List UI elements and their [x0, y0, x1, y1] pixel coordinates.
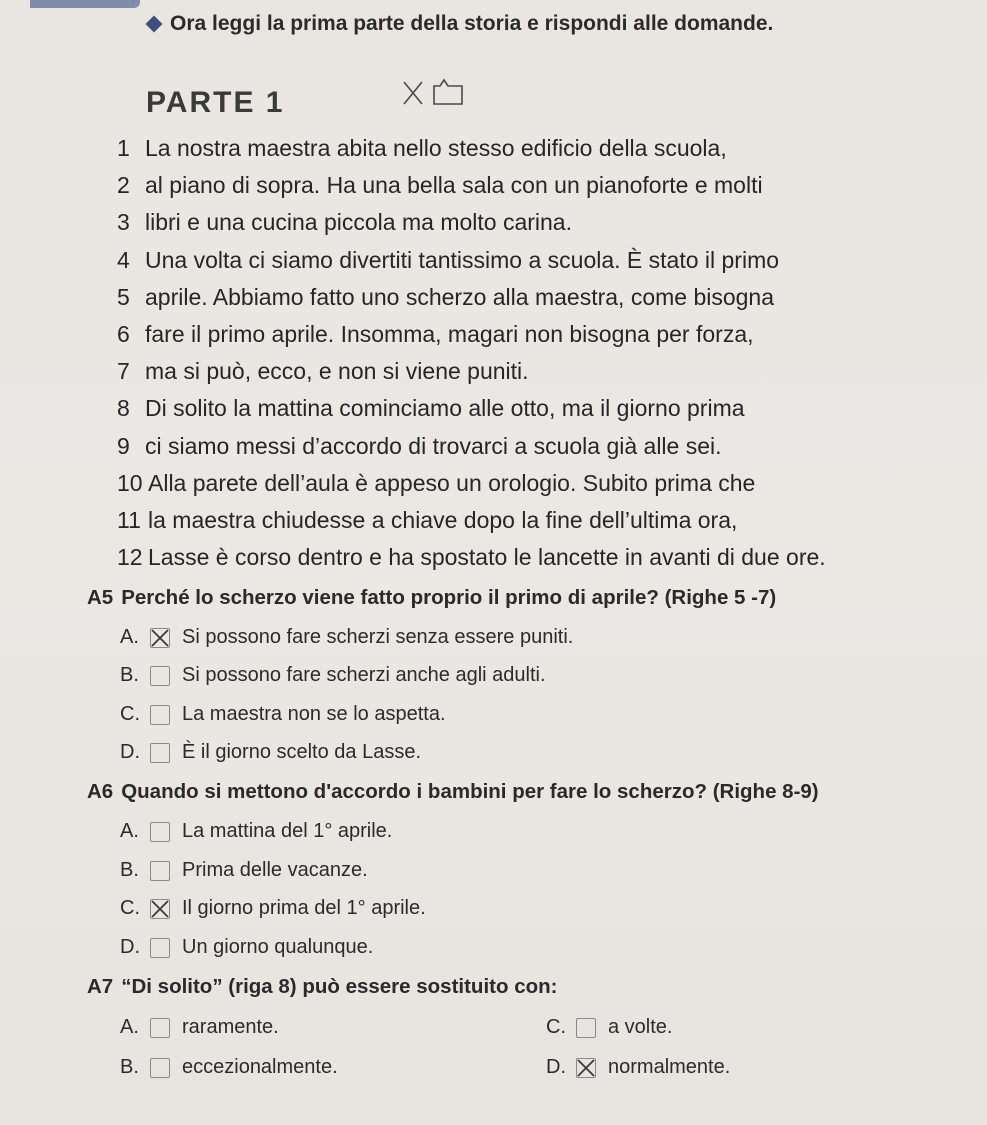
question-id: A5 [87, 586, 114, 609]
checkbox[interactable] [150, 861, 170, 881]
question-id: A6 [87, 780, 114, 803]
line-number: 7 [117, 358, 130, 385]
option-a5-a[interactable] [120, 626, 573, 649]
checkbox[interactable] [150, 743, 170, 763]
story-line [117, 502, 826, 539]
diamond-bullet-icon [146, 16, 163, 33]
option-label: A. [120, 820, 139, 842]
line-number: 6 [117, 320, 130, 347]
option-text: La mattina del 1° aprile. [182, 820, 393, 842]
option-text: Il giorno prima del 1° aprile. [182, 897, 426, 919]
checkbox[interactable] [150, 1018, 170, 1038]
option-label: C. [120, 897, 140, 919]
story-line [117, 465, 826, 502]
option-label: A. [120, 626, 139, 648]
line-number: 2 [117, 172, 130, 199]
option-a6-c[interactable] [120, 897, 426, 920]
question-a6 [87, 780, 819, 804]
checkbox[interactable] [576, 1018, 596, 1038]
option-text: La maestra non se lo aspetta. [182, 703, 446, 725]
option-label: D. [120, 741, 140, 763]
checkbox[interactable] [150, 938, 170, 958]
line-number: 5 [117, 283, 130, 310]
instruction [148, 12, 773, 36]
header-bar [30, 0, 140, 8]
question-text: Quando si mettono d'accordo i bambini per fare lo scherzo? (Righe 8-9) [121, 780, 819, 803]
line-number: 4 [117, 246, 130, 273]
option-text: eccezionalmente. [182, 1056, 338, 1078]
story-line [117, 390, 826, 427]
option-label: A. [120, 1016, 139, 1038]
line-text: Di solito la mattina cominciamo alle otto, ma il giorno prima [145, 395, 745, 422]
option-a7-d[interactable] [546, 1056, 730, 1079]
story-line [117, 204, 826, 241]
check-x-icon [148, 897, 172, 921]
story-text [117, 130, 826, 576]
section-title: PARTE 1 [146, 86, 285, 119]
instruction-text: Ora leggi la prima parte della storia e rispondi alle domande. [170, 12, 774, 35]
checkbox[interactable] [150, 822, 170, 842]
option-label: B. [120, 1056, 139, 1078]
line-text: Alla parete dell’aula è appeso un orologio. Subito prima che [148, 469, 756, 496]
option-label: D. [546, 1056, 566, 1078]
option-label: D. [120, 936, 140, 958]
line-text: ma si può, ecco, e non si viene puniti. [145, 358, 529, 385]
option-label: C. [546, 1016, 566, 1038]
line-text: ci siamo messi d’accordo di trovarci a scuola già alle sei. [145, 432, 722, 459]
option-text: normalmente. [608, 1056, 731, 1078]
line-text: la maestra chiudesse a chiave dopo la fine dell’ultima ora, [148, 506, 738, 533]
option-a6-b[interactable] [120, 859, 368, 882]
option-text: a volte. [608, 1016, 673, 1038]
option-text: Si possono fare scherzi anche agli adulti. [182, 664, 546, 686]
line-text: Lasse è corso dentro e ha spostato le lancette in avanti di due ore. [148, 544, 826, 571]
option-text: Prima delle vacanze. [182, 859, 368, 881]
story-line [117, 130, 826, 167]
line-number: 11 [117, 506, 141, 533]
option-a6-a[interactable] [120, 820, 392, 843]
line-number: 12 [117, 544, 143, 571]
option-a5-d[interactable] [120, 741, 421, 764]
line-text: Una volta ci siamo divertiti tantissimo a scuola. È stato il primo [145, 246, 780, 273]
option-a7-a[interactable] [120, 1016, 279, 1039]
option-a5-c[interactable] [120, 703, 446, 726]
line-number: 10 [117, 469, 143, 496]
option-a7-b[interactable] [120, 1056, 338, 1079]
check-x-icon [574, 1056, 598, 1080]
checkbox[interactable] [150, 1058, 170, 1078]
option-text: Un giorno qualunque. [182, 936, 374, 958]
option-label: B. [120, 664, 139, 686]
option-a7-c[interactable] [546, 1016, 672, 1039]
question-a7 [87, 975, 557, 999]
option-label: B. [120, 859, 139, 881]
story-line [117, 353, 826, 390]
story-line [117, 279, 826, 316]
line-text: fare il primo aprile. Insomma, magari non bisogna per forza, [145, 320, 754, 347]
checkbox[interactable] [150, 899, 170, 919]
story-line [117, 167, 826, 204]
question-text: “Di solito” (riga 8) può essere sostituito con: [121, 975, 558, 998]
handwritten-mark-icon [400, 74, 470, 114]
checkbox[interactable] [150, 705, 170, 725]
checkbox[interactable] [150, 666, 170, 686]
line-text: al piano di sopra. Ha una bella sala con un pianoforte e molti [145, 172, 763, 199]
question-id: A7 [87, 975, 114, 998]
option-a6-d[interactable] [120, 936, 373, 959]
line-number: 9 [117, 432, 130, 459]
line-text: La nostra maestra abita nello stesso edificio della scuola, [145, 135, 727, 161]
line-text: libri e una cucina piccola ma molto carina. [145, 209, 572, 236]
checkbox[interactable] [150, 628, 170, 648]
option-text: Si possono fare scherzi senza essere puniti. [182, 626, 574, 648]
checkbox[interactable] [576, 1058, 596, 1078]
line-number: 8 [117, 395, 130, 422]
line-number: 1 [117, 135, 130, 161]
story-line [117, 242, 826, 279]
story-line [117, 428, 826, 465]
line-number: 3 [117, 209, 130, 236]
option-text: È il giorno scelto da Lasse. [182, 741, 422, 763]
check-x-icon [148, 626, 172, 650]
option-label: C. [120, 703, 140, 725]
question-a5 [87, 586, 776, 610]
story-line [117, 316, 826, 353]
question-text: Perché lo scherzo viene fatto proprio il primo di aprile? (Righe 5 -7) [121, 586, 777, 609]
option-a5-b[interactable] [120, 664, 546, 687]
line-text: aprile. Abbiamo fatto uno scherzo alla maestra, come bisogna [145, 283, 775, 310]
option-text: raramente. [182, 1016, 279, 1038]
story-line [117, 539, 826, 576]
